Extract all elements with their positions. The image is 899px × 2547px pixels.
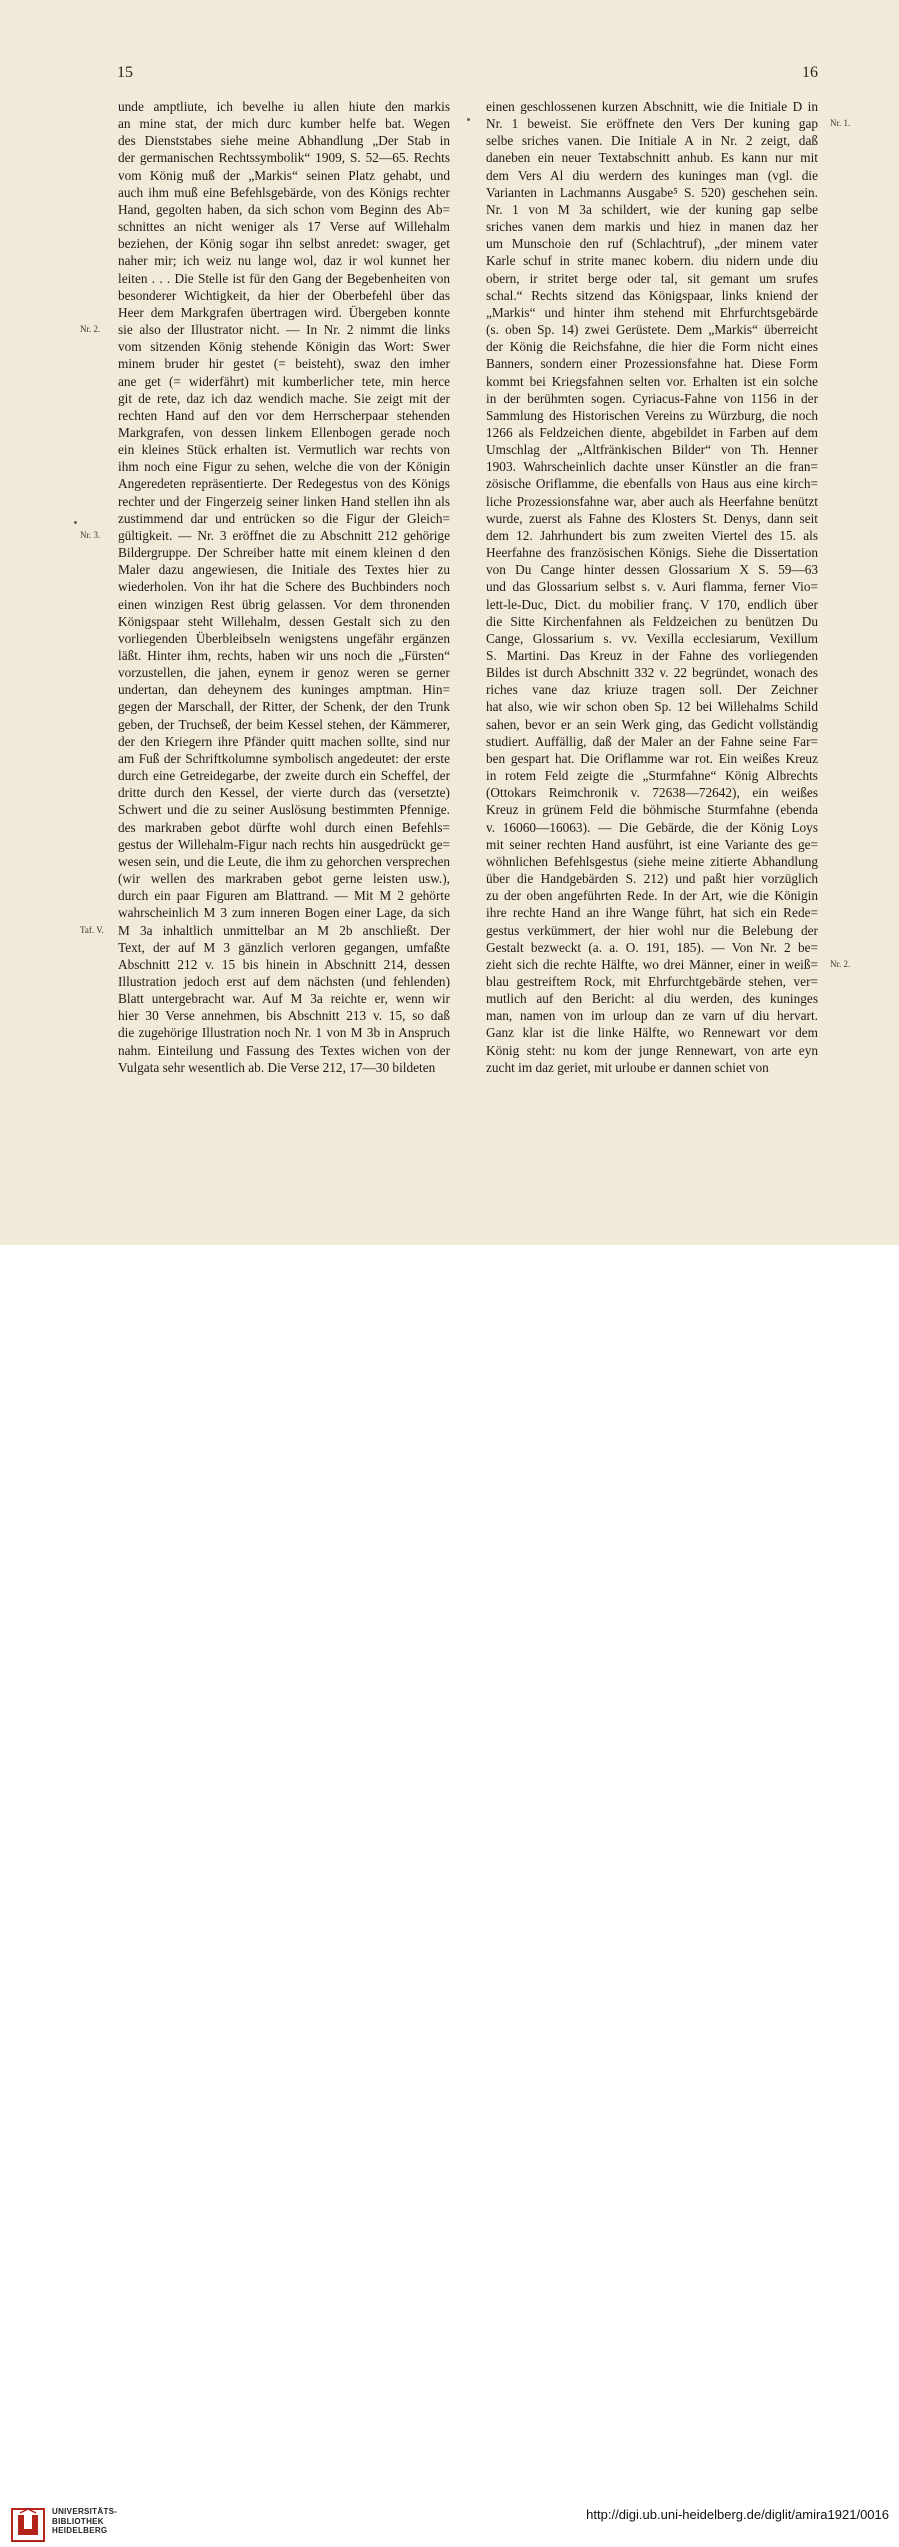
text-line: gültigkeit. — Nr. 3 eröffnet die zu Abschnitt 212 gehörige [118,527,450,543]
margin-note: Nr. 1. [830,118,851,129]
text-line: an mine stat, der mich durc kumber helfe bat. Wegen [118,116,450,132]
text-line: nahm. Einteilung und Fassung des Textes wichen von der [118,1042,450,1058]
text-line: vorzustellen, die jahen, eynem ir genoz weren se gerner [118,665,450,681]
text-line: Angeredeten repräsentierte. Der Redegestus von des Königs [118,476,450,492]
text-line: Cange, Glossarium s. vv. Vexilla ecclesiarum, Vexillum [486,630,818,646]
margin-note: Nr. 2. [80,324,101,335]
text-line: Varianten in Lachmanns Ausgabe⁵ S. 520) geschehen sein. [486,184,818,200]
text-line: in rotem Feld zeigte die „Sturmfahne“ König Albrechts [486,768,818,784]
text-line: mutlich auf den Bericht: al diu werden, des kuninges [486,991,818,1007]
text-line: wöhnlichen Befehlsgestus (siehe meine zitierte Abhandlung [486,853,818,869]
text-line: riches vane daz kriuze tragen soll. Der Zeichner [486,682,818,698]
margin-mark [467,118,470,121]
text-line: zustimmend dar und entrücken so die Figur der Gleich= [118,510,450,526]
text-line: man, namen von im urloup dan ze varn uf diu hervart. [486,1008,818,1024]
text-line: geben, der Truchseß, der beim Kessel stehen, der Kämmerer, [118,716,450,732]
text-line: leiten . . . Die Stelle ist für den Gang der Begebenheiten von [118,270,450,286]
text-line: einen winzigen Rest übrig gelassen. Vor dem thronenden [118,596,450,612]
text-line: besonderer Wichtigkeit, da hier der Oberbefehl über das [118,287,450,303]
text-line: Hand, gegolten haben, da sich schon vom Beginn des Ab= [118,201,450,217]
text-line: beziehen, der König sogar ihn selbst anredet: swager, get [118,236,450,252]
text-line: Heerfahne des französischen Königs. Siehe die Dissertation [486,545,818,561]
text-line: 1266 als Feldzeichen diente, abgebildet in Farben auf dem [486,424,818,440]
text-line: Königspaar steht Willehalm, dessen Gestalt sich zu den [118,613,450,629]
text-line: Nr. 1 von M 3a schildert, wie der kuning gap selbe [486,201,818,217]
text-line: hat also, wie wir schon oben Sp. 12 bei Willehalms Schild [486,699,818,715]
text-line: Karle schuf in strite manec kobern. diu nidern unde diu [486,253,818,269]
text-line: Blatt untergebracht war. Auf M 3a reichte er, wenn wir [118,991,450,1007]
margin-mark [74,521,77,524]
text-line: selbe sriches vanen. Die Initiale A in Nr. 2 zeigt, daß [486,133,818,149]
text-line: minem bruder hir gestet (= beisteht), swaz den imher [118,356,450,372]
text-line: (wir wellen des markraben gebot gerne leisten usw.), [118,871,450,887]
text-line: ben gespart hat. Die Oriflamme war rot. Ein weißes Kreuz [486,750,818,766]
text-line: v. 16060—16063). — Die Gebärde, die der König Loys [486,819,818,835]
text-line: undertan, dan deheynem des kuninges amptman. Hin= [118,682,450,698]
page-number-right: 16 [802,64,818,81]
text-line: Illustration jedoch erst auf dem nächsten (und fehlenden) [118,973,450,989]
text-line: dritte durch den Kessel, der vierte durch das (versetzte) [118,785,450,801]
text-line: vom sitzenden König stehende Königin das Wort: Swer [118,339,450,355]
text-line: gestus der Willehalm-Figur nach rechts hin ausgedrückt ge= [118,836,450,852]
text-line: obern, ir stritet berge oder tal, sit gemant um srufes [486,270,818,286]
text-line: des Dienststabes siehe meine Abhandlung „Der Stab in [118,133,450,149]
text-line: einen geschlossenen kurzen Abschnitt, wie die Initiale D in [486,99,818,114]
text-line: Banners, sondern einer Prozessionsfahne hat. Diese Form [486,356,818,372]
text-line: sriches vanen dem markis und hiez in manen daz her [486,219,818,235]
text-line: sahen, bevor er an sein Werk ging, das Gedicht vollständig [486,716,818,732]
text-line: unde amptliute, ich bevelhe iu allen hiute den markis [118,99,450,114]
text-line: dem Vers Al diu werdern des kuninges man (vgl. die [486,167,818,183]
text-line: Ganz klar ist die linke Hälfte, wo Rennewart vor dem [486,1025,818,1041]
text-line: Maler dazu angewiesen, die Initiale des Textes hier zu [118,562,450,578]
text-line: zösische Oriflamme, die ebenfalls von Haus aus eine kirch= [486,476,818,492]
institution-name [52,2507,117,2536]
text-line: die zugehörige Illustration noch Nr. 1 von M 3b in Anspruch [118,1025,450,1041]
text-line: Umschlag der „Altfränkischen Bilder“ von Th. Henner [486,442,818,458]
text-line: (s. oben Sp. 14) zwei Gerüstete. Dem „Markis“ überreicht [486,322,818,338]
text-line: Kreuz in grünem Feld die böhmische Sturmfahne (ebenda [486,802,818,818]
text-line: Vulgata sehr wesentlich ab. Die Verse 212, 17—30 bildeten [118,1059,436,1075]
text-line: studiert. Auffällig, daß der Maler an der Fahne seine Far= [486,733,818,749]
text-line: zu der oben angeführten Rede. In der Art, wie die Königin [486,888,818,904]
text-line: wahrscheinlich M 3 zum inneren Bogen einer Lage, da sich [118,905,450,921]
institution-line: UNIVERSITÄTS- [52,2507,118,2516]
text-line: 1903. Wahrscheinlich dachte unser Künstler an die fran= [486,459,818,475]
text-line: der König die Reichsfahne, die hier die Form nicht eines [486,339,818,355]
text-line: am Fuß der Schriftkolumne symbolisch angedeutet: der erste [118,750,450,766]
margin-note: Nr. 2. [830,959,851,969]
margin-note: Taf. V. [80,924,104,935]
text-line: schnittes an nicht weniger als 17 Verse auf Willehalm [118,219,450,235]
text-line: Nr. 1 beweist. Sie eröffnete den Vers Der kuning gap [486,116,818,132]
text-line: „Markis“ und hinter ihm stehend mit Ehrfurchtsgebärde [486,304,818,320]
text-line: vorliegenden Überbleibseln wenigstens ungefähr ergänzen [118,630,450,646]
text-line: über die Handgebärden S. 212) und paßt hier vorzüglich [486,871,818,887]
text-line: wurde, zuerst als Fahne des Klosters St. Denys, dann seit [486,510,818,526]
text-line: Bildes ist durch Abschnitt 332 v. 22 begründet, wonach des [486,665,818,681]
text-line: rechter und der Fingerzeig seiner linken Hand stellen ihn als [118,493,450,509]
text-line: S. Martini. Das Kreuz in der Fahne des vorliegenden [486,648,818,663]
text-line: (Ottokars Reimchronik v. 72638—72642), ein weißes [486,785,818,801]
source-url-link[interactable]: http://digi.ub.uni-heidelberg.de/diglit/amira1921/0016 [586,2507,889,2522]
text-line: sie also der Illustrator nicht. — In Nr. 2 nimmt die links [118,322,450,338]
text-line: läßt. Hinter ihm, rechts, haben wir uns noch die „Fürsten“ [118,648,450,663]
text-line: zucht im daz geriet, mit urloube er dannen schiet von [486,1059,769,1075]
text-line: wiederholen. Von ihr hat die Schere des Buchbinders noch [118,579,450,595]
text-line: git de rete, daz ich daz wendich mache. Sie zeigt mit der [118,390,450,406]
text-line: ane get (= widerfährt) mit kumberlicher tete, min herce [118,373,450,389]
text-line: vom König muß der „Markis“ seinen Platz gehabt, und [118,167,450,183]
left-text-column [118,98,450,1076]
text-line: in der berühmten sogen. Cyriacus-Fahne von 1156 in der [486,390,818,406]
text-line: gegen der Marschall, der Ritter, der Schenk, der den Trunk [118,699,450,715]
text-line: lett-le-Duc, Dict. du mobilier franç. V 170, endlich über [486,596,818,612]
text-line: durch eine Getreidegarbe, der zweite durch ein Scheffel, der [118,768,450,784]
text-line: ihre rechte Hand an ihre Wange führt, hat sich ein Rede= [486,905,818,921]
text-line: um Munschoie den ruf (Schlachtruf), „der minem vater [486,236,818,252]
text-line: blau gestreiftem Rock, mit Ehrfurchtgebärde stehen, ver= [486,973,818,989]
text-line: hier 30 Verse annehmen, bis Abschnitt 213 v. 15, so daß [118,1008,450,1024]
institution-line: BIBLIOTHEK [52,2516,104,2526]
text-line: Gestalt bezweckt (a. a. O. 191, 185). — Von Nr. 2 be= [486,939,818,955]
right-text-column [486,98,818,1076]
text-line: rechten Hand auf den vor dem Herrscherpaar stehenden [118,407,450,423]
text-line: König steht: nu kom der junge Rennewart, von arte eyn [486,1042,818,1058]
text-line: der den Kriegern ihre Pfänder quitt machen sollte, sind nur [118,733,450,749]
text-line: naher mir; ich weiz nu lange wol, daz ir wol kunnet her [118,253,450,269]
text-line: liche Prozessionsfahne war, aber auch als Heerfahne benützt [486,493,818,509]
institution-line: HEIDELBERG [52,2526,108,2535]
page-number-left: 15 [117,64,133,81]
text-line: Sammlung des Historischen Vereins zu Würzburg, die noch [486,407,818,423]
text-line: dem 12. Jahrhundert bis zum zweiten Viertel des 15. als [486,527,818,543]
text-line: Heer dem Markgrafen übertragen wird. Übergeben konnte [118,304,450,320]
text-line: zieht sich die rechte Hälfte, wo drei Männer, einer in weiß= [486,956,818,972]
text-line: Markgrafen, von dessen linkem Ellenbogen gerade noch [118,424,450,440]
text-line: des markraben gebot dürfte wohl durch einen Befehls= [118,819,450,835]
book-page-scan [0,0,899,1245]
footer-bar [0,1245,899,2535]
margin-note: Nr. 3. [80,530,101,540]
text-line: auch ihm muß eine Befehlsgebärde, von des Königs rechter [118,184,450,200]
text-line: gestus verkümmert, der hier wohl nur die Belebung der [486,922,818,938]
text-line: daneben ein neuer Textabschnitt anhub. Es kann nur mit [486,150,818,166]
text-line: die Sitte Kirchenfahnen als Feldzeichen zu benützen Du [486,613,818,629]
text-line: kommt bei Kriegsfahnen selten vor. Erhalten ist ein solche [486,373,818,389]
text-line: Text, der auf M 3 gänzlich verloren gegangen, umfaßte [118,939,450,955]
text-line: der germanischen Rechtssymbolik“ 1909, S. 52—65. Rechts [118,150,450,166]
text-line: und das Glossarium selbst s. v. Auri flamma, ferner Vio= [486,579,818,595]
text-line: M 3a inhaltlich unmittelbar an M 2b anschließt. Der [118,922,450,938]
text-line: ein kleines Stück erhalten ist. Vermutlich war rechts von [118,442,450,458]
text-line: mit seiner rechten Hand ausführt, ist eine Variante des ge= [486,836,818,852]
text-line: ihm noch eine Figur zu sehen, welche die von der Königin [118,459,450,475]
text-line: Bildergruppe. Der Schreiber hatte mit einem kleinen d den [118,545,450,561]
text-line: Abschnitt 212 v. 15 bis hinein in Abschnitt 214, dessen [118,956,450,972]
text-line: von Du Cange hinter dessen Glossarium X S. 59—63 [486,562,818,578]
text-line: durch ein paar Figuren am Blattrand. — Mit M 2 gehörte [118,888,450,904]
text-line: Schwert und die zu seiner Auslösung bestimmten Pfennige. [118,802,450,818]
ub-heidelberg-logo-icon[interactable] [10,2507,46,2547]
text-line: schal.“ Rechts sitzend das Königspaar, links kniend der [486,287,818,303]
text-line: wesen sein, und die Leute, die ihm zu gehorchen versprechen [118,853,450,869]
